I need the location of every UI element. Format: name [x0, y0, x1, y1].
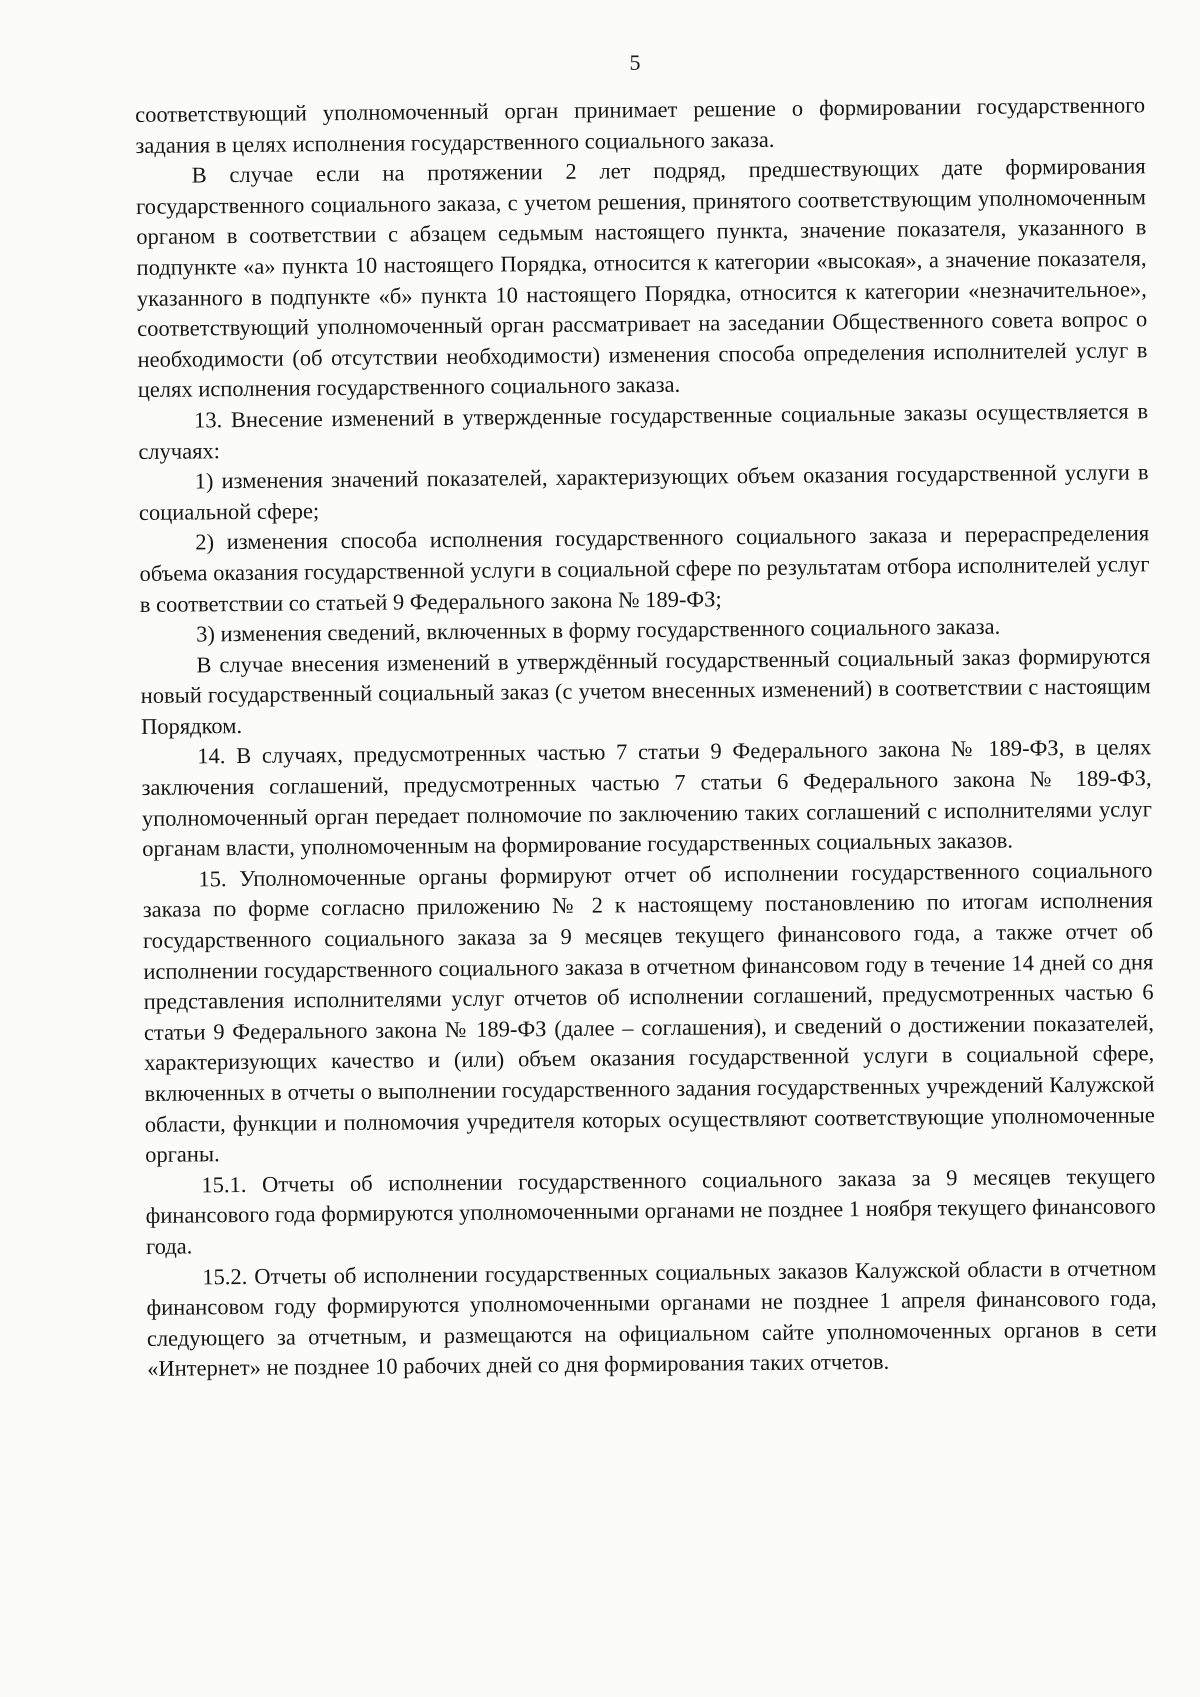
paragraph-13-new-order: В случае внесения изменений в утверждённый государственный социальный заказ формируются новый государственный социальный заказ (с учетом внесенных изменений) в соответствии с настоящим Порядком.: [140, 642, 1151, 739]
paragraph-13-item-1: 1) изменения значений показателей, характеризующих объем оказания государственной услуги в социальной сфере;: [138, 459, 1149, 525]
paragraph-council-review: В случае если на протяжении 2 лет подряд, предшествующих дате формирования государственного социального заказа, с учетом решения, принятого соответствующим уполномоченным органом в соответствии с абзацем седьмым настоящего пункта, значение показателя, указанного в подпункте «а» пункта 10 настоящего Порядка, относится к категории «высокая», а значение показателя, указанного в подпункте «б» пункта 10 настоящего Порядка, относится к категории «незначительное», соответствующий уполномоченный орган рассматривает на заседании Общественного совета вопрос о необходимости (об отсутствии необходимости) изменения способа определения исполнителей услуг в целях исполнения государственного социального заказа.: [135, 153, 1148, 403]
paragraph-13: 13. Внесение изменений в утвержденные государственные социальные заказы осуществляется в случаях:: [138, 398, 1149, 464]
paragraph-15-2: 15.2. Отчеты об исполнении государственных социальных заказов Калужской области в отчетном финансовом году формируются уполномоченными органами не позднее 1 апреля финансового года, следующего за отчетным, и размещаются на официальном сайте уполномоченных органов в сети «Интернет» не позднее 10 рабочих дней со дня формирования таких отчетов.: [146, 1254, 1157, 1382]
paragraph-13-item-3: 3) изменения сведений, включенных в форму государственного социального заказа.: [196, 613, 1001, 647]
paragraph-15-1: 15.1. Отчеты об исполнении государственного социального заказа за 9 месяцев текущего финансового года формируются уполномоченными органами не позднее 1 ноября текущего финансового года.: [145, 1163, 1156, 1259]
page-number: 5: [629, 50, 641, 75]
paragraph-13-item-2: 2) изменения способа исполнения государственного социального заказа и перераспределения объема оказания государственной услуги в социальной сфере по результатам отбора исполнителей услуг в соответствии со статьей 9 Федерального закона № 189-ФЗ;: [139, 520, 1150, 617]
document-body: [135, 90, 1157, 1385]
paragraph-15: 15. Уполномоченные органы формируют отчет об исполнении государственного социального заказа по форме согласно приложению № 2 к настоящему постановлению по итогам исполнения государственного социального заказа за 9 месяцев текущего финансового года, а также отчет об исполнении государственного социального заказа в отчетном финансовом году в течение 14 дней со дня представления исполнителями услуг отчетов об исполнении соглашений, предусмотренных частью 6 статьи 9 Федерального закона № 189-ФЗ (далее – соглашения), и сведений о достижении показателей, характеризующих качество и (или) объем оказания государственной услуги в социальной сфере, включенных в отчеты о выполнении государственного задания государственных учреждений Калужской области, функции и полномочия учредителя которых осуществляют соответствующие уполномоченные органы.: [142, 857, 1155, 1168]
paragraph-continuation: соответствующий уполномоченный орган принимает решение о формировании государственного задания в целях исполнения государственного социального заказа.: [135, 92, 1146, 158]
paragraph-14: 14. В случаях, предусмотренных частью 7 статьи 9 Федерального закона № 189-ФЗ, в целях заключения соглашений, предусмотренных частью 7 статьи 6 Федерального закона № 189-ФЗ, уполномоченный орган передает полномочие по заключению таких соглашений с исполнителями услуг органам власти, уполномоченным на формирование государственных социальных заказов.: [141, 734, 1152, 862]
